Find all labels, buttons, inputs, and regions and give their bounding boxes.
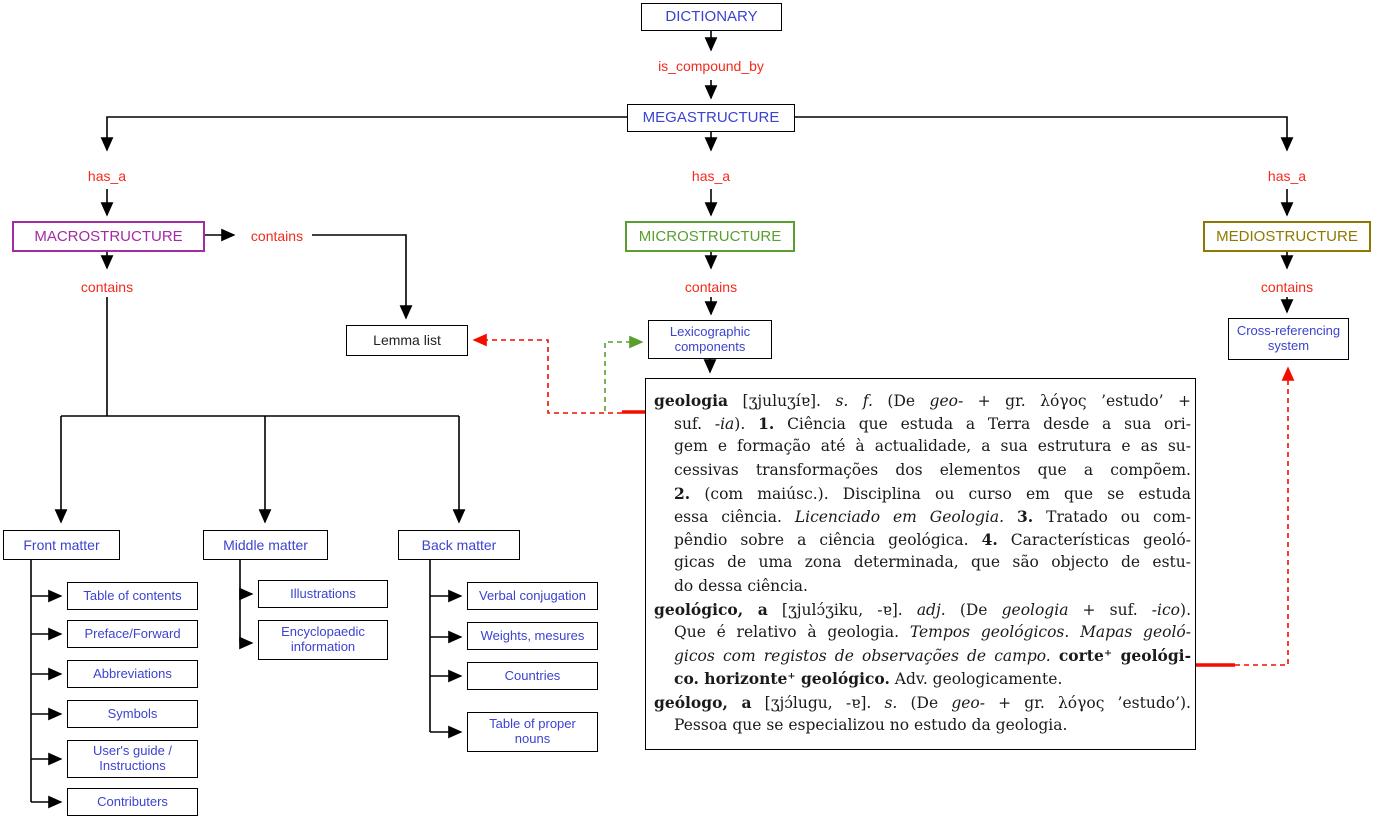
node-macrostructure: MACROSTRUCTURE: [12, 221, 205, 252]
entry-line: [674, 412, 1191, 436]
entry-text-segment: 3.: [1017, 507, 1034, 526]
entry-line: [654, 598, 1191, 622]
entry-text-segment: -ia: [714, 415, 735, 434]
node-cross-referencing-system: Cross-referencing system: [1228, 318, 1349, 360]
edge-label-contains-medio: contains: [1260, 279, 1314, 295]
entry-text-segment: ).: [734, 415, 759, 434]
node-lexicographic-components: Lexicographic components: [648, 320, 772, 359]
entry-text-segment: (De: [897, 693, 952, 712]
entry-text-segment: gicos com registos de observações de campo.: [674, 647, 1051, 666]
entry-text-segment: Tempos geológicos. Mapas geoló-: [909, 623, 1191, 641]
entry-text-segment: [ʒjulɔ́ʒiku, -ɐ].: [767, 600, 917, 619]
entry-text-segment: + gr. λόγος ’estudo’).: [984, 693, 1191, 712]
entry-text-segment: ).: [1180, 600, 1191, 619]
entry-text-segment: s.: [884, 693, 898, 712]
node-dictionary: DICTIONARY: [641, 3, 782, 31]
entry-line: [674, 482, 1191, 506]
front-matter-item-box: User's guide / Instructions: [67, 740, 198, 778]
entry-line: [674, 435, 1191, 459]
entry-text-segment: gicas de uma zona determinada, que são objecto de estu-: [674, 553, 1191, 572]
entry-line: [674, 551, 1191, 575]
node-front-matter: Front matter: [3, 530, 120, 560]
edge-mega-right: [795, 117, 1287, 150]
entry-text-segment: Características geoló-: [997, 531, 1191, 550]
edge-label-has-a-left: has_a: [87, 168, 127, 184]
annotation-red-dashed-to-lemma-list: [474, 340, 622, 413]
entry-text-segment: Licenciado em Geologia.: [794, 508, 1005, 526]
back-matter-item-box: Table of proper nouns: [467, 712, 598, 752]
back-matter-item-box: Verbal conjugation: [467, 582, 598, 610]
node-megastructure: MEGASTRUCTURE: [627, 104, 795, 132]
dictionary-excerpt: [645, 378, 1196, 750]
node-microstructure: MICROSTRUCTURE: [625, 221, 795, 252]
entry-text-segment: Que é relativo à geologia.: [674, 623, 910, 641]
entry-text-segment: 4.: [981, 530, 998, 550]
entry-line: [674, 575, 1191, 599]
front-matter-item-box: Abbreviations: [67, 660, 198, 688]
front-matter-item-box: Symbols: [67, 700, 198, 728]
entry-text-segment: 1.: [758, 414, 775, 434]
entry-text-segment: Ciência que estuda a Terra desde a sua ori-: [774, 415, 1191, 434]
entry-text-segment: co. horizonte⁺ geológico.: [674, 669, 890, 689]
entry-text-segment: corte⁺ geológi-: [1058, 646, 1191, 666]
edge-contains-trunk: [61, 297, 459, 416]
entry-text-segment: cessivas transformações dos elementos que a compõem.: [674, 460, 1191, 479]
annotation-green-dashed-to-lexicographic: [605, 342, 642, 411]
entry-text-segment: + suf.: [1068, 600, 1152, 619]
entry-text-segment: gem e formação até à actualidade, a sua estrutura e as su-: [674, 437, 1191, 456]
entry-text-segment: Tratado ou com-: [1033, 508, 1191, 526]
back-matter-item-box: Countries: [467, 662, 598, 690]
entry-line: [674, 621, 1191, 645]
entry-text-segment: do dessa ciência.: [674, 576, 808, 595]
entry-text-segment: essa ciência.: [674, 508, 795, 526]
node-middle-matter: Middle matter: [203, 530, 328, 560]
entry-text-segment: Adv. geologicamente.: [889, 670, 1063, 689]
back-matter-item-box: Weights, mesures: [467, 622, 598, 650]
front-matter-item-box: Table of contents: [67, 582, 198, 610]
annotation-red-dashed-to-crossref: [1235, 368, 1288, 665]
entry-text-segment: geologia: [654, 391, 729, 410]
edge-mega-left: [107, 117, 627, 150]
entry-line: [654, 389, 1191, 413]
entry-text-segment: -ico: [1151, 600, 1181, 619]
entry-line: [654, 691, 1191, 715]
entry-line: [674, 714, 1191, 738]
entry-line: [674, 528, 1191, 552]
entry-text-segment: suf.: [674, 415, 715, 434]
entry-text-segment: geológico, a: [654, 599, 768, 619]
middle-matter-item-box: Encyclopaedic information: [258, 620, 388, 660]
entry-text-segment: pêndio sobre a ciência geológica.: [674, 531, 982, 550]
entry-text-segment: geólogo, a: [654, 692, 752, 712]
entry-text-segment: [1004, 508, 1017, 526]
entry-text-segment: (De: [872, 392, 930, 410]
entry-line: [674, 459, 1191, 483]
edge-label-has-a-mid: has_a: [691, 168, 731, 184]
node-mediostructure: MEDIOSTRUCTURE: [1203, 221, 1371, 252]
entry-line: [674, 644, 1191, 668]
entry-text-segment: [ʒjɔ́lugu, -ɐ].: [751, 693, 885, 712]
front-matter-item-box: Preface/Forward: [67, 620, 198, 648]
edge-label-is-compound-by: is_compound_by: [658, 58, 764, 74]
entry-text-segment: s. f.: [835, 392, 873, 410]
entry-text-segment: adj.: [916, 600, 946, 619]
entry-text-segment: [ʒjuluʒíɐ].: [728, 392, 836, 410]
entry-text-segment: [1051, 647, 1059, 665]
entry-text-segment: geo-: [951, 693, 985, 712]
entry-text-segment: + gr. λόγος ’estudo’ +: [963, 392, 1191, 410]
entry-line: [674, 667, 1191, 691]
entry-text-segment: geologia: [1001, 600, 1069, 619]
middle-matter-item-box: Illustrations: [258, 580, 388, 608]
edge-contains-to-lemma-list: [312, 235, 406, 318]
entry-text-segment: geo-: [929, 392, 964, 410]
entry-text-segment: 2.: [674, 483, 691, 503]
entry-line: [674, 505, 1191, 529]
edge-label-has-a-right: has_a: [1267, 168, 1307, 184]
node-lemma-list: Lemma list: [346, 325, 468, 356]
edge-label-contains-micro: contains: [684, 279, 738, 295]
entry-text-segment: Pessoa que se especializou no estudo da geologia.: [674, 715, 1068, 734]
entry-text-segment: (De: [945, 600, 1002, 619]
edge-label-contains-macro: contains: [80, 279, 134, 295]
entry-text-segment: (com maiúsc.). Disciplina ou curso em que se estuda: [690, 484, 1191, 503]
node-back-matter: Back matter: [398, 530, 520, 560]
front-matter-item-box: Contributers: [67, 788, 198, 816]
edge-label-contains-lemma: contains: [250, 228, 304, 244]
